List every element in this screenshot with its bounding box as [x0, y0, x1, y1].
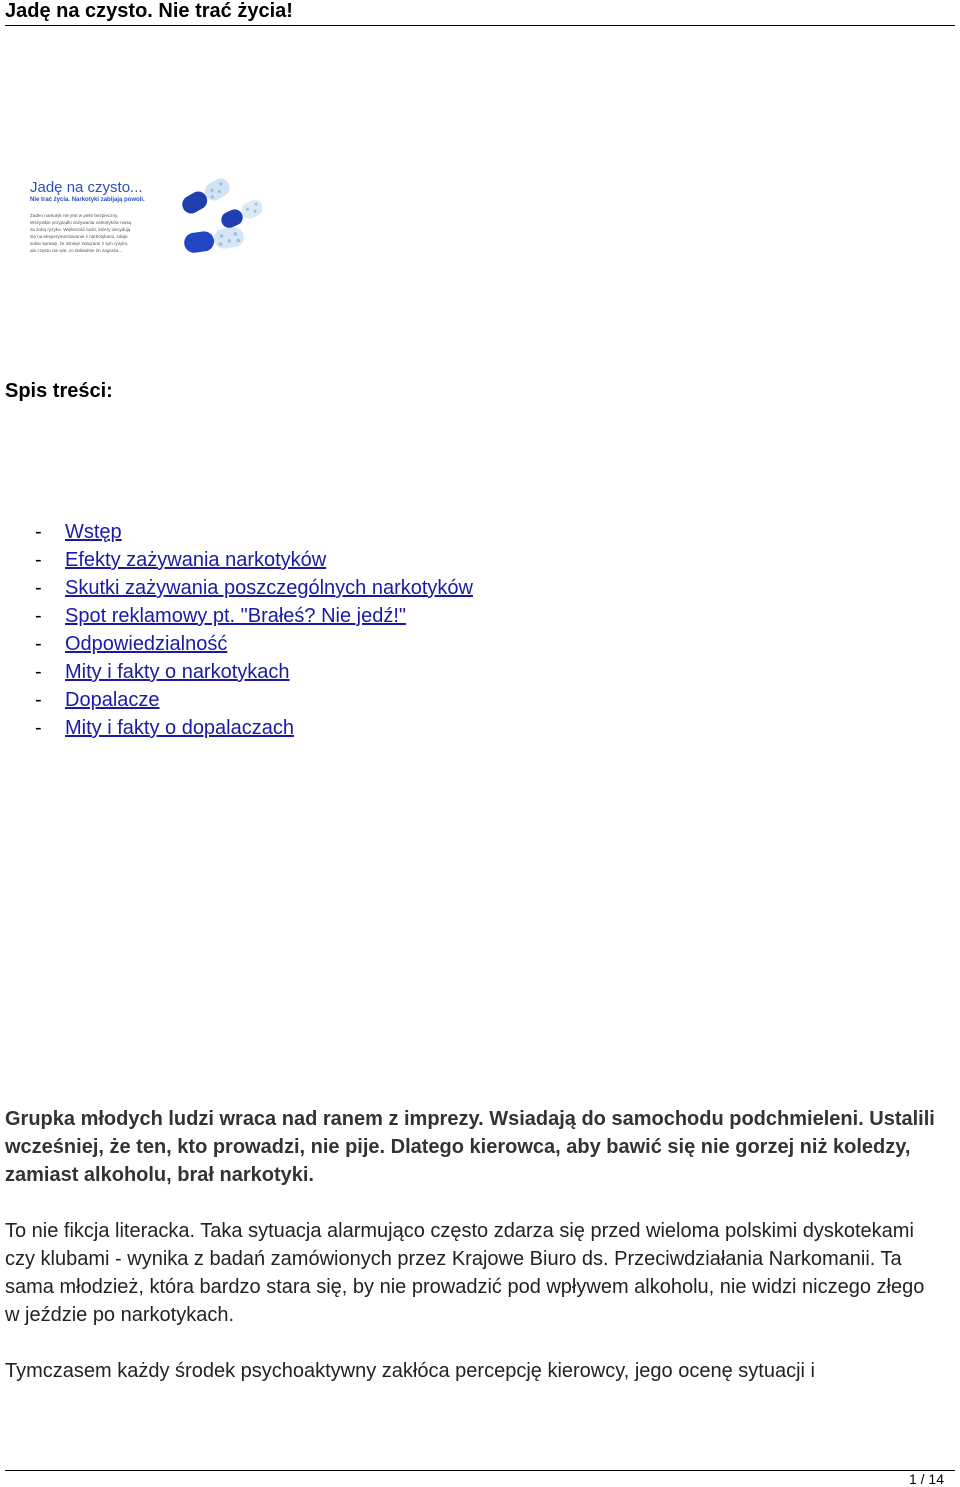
footer-divider [5, 1470, 955, 1471]
toc-item: - Efekty zażywania narkotyków [35, 549, 327, 571]
body-paragraph-continued: Tymczasem każdy środek psychoaktywny zakłóca percepcję kierowcy, jego ocenę sytuacji i [5, 1360, 815, 1382]
toc-link-dopalacze[interactable]: Dopalacze [65, 689, 160, 711]
logo-fine-print-line: się na eksperymentowanie z narkotykami, zdaje [30, 234, 128, 239]
toc-link-skutki[interactable]: Skutki zażywania poszczególnych narkotyków [65, 577, 473, 599]
logo-fine-print-line: sobie sprawę, że istnieje związane z tym ryzyko, [30, 241, 129, 246]
logo-title: Jadę na czysto... [30, 179, 143, 196]
page-number: 1 / 14 [908, 1471, 944, 1487]
capsule-icon [219, 197, 262, 230]
logo-fine-print-line: Wszystkie przypadki zażywania narkotyków niosą [30, 220, 132, 225]
table-of-contents [35, 518, 473, 742]
toc-item: - Dopalacze [35, 689, 160, 711]
toc-item: - Skutki zażywania poszczególnych narkotyków [35, 577, 473, 599]
logo-fine-print-line: ale często nie wie, co dokładnie im zagraża... [30, 248, 123, 253]
document-header-title: Jadę na czysto. Nie trać życia! [5, 0, 293, 22]
logo-fine-print-line: za sobą ryzyko. Większość ludzi, którzy decydują [30, 227, 131, 232]
capsule-icon [179, 175, 233, 217]
toc-item: - Wstęp [35, 521, 122, 543]
logo [26, 174, 262, 260]
toc-item: - Odpowiedzialność [35, 633, 228, 655]
toc-link-mity-narkotyki[interactable]: Mity i fakty o narkotykach [65, 661, 290, 683]
logo-fine-print-line: Żaden narkotyk nie jest w pełni bezpieczny. [30, 213, 119, 218]
toc-link-wstep[interactable]: Wstęp [65, 521, 122, 543]
lead-paragraph: Grupka młodych ludzi wraca nad ranem z imprezy. Wsiadają do samochodu podchmieleni. Ustalili wcześniej, że ten, kto prowadzi, nie pije. Dlatego kierowca, aby bawić się nie gorzej niż koledzy, zamiast alkoholu, brał narkotyki. [5, 1108, 935, 1186]
toc-heading: Spis treści: [5, 380, 113, 402]
toc-link-odpowiedzialnosc[interactable]: Odpowiedzialność [65, 633, 228, 655]
toc-link-efekty[interactable]: Efekty zażywania narkotyków [65, 549, 327, 571]
toc-item: - Spot reklamowy pt. "Brałeś? Nie jedź!" [35, 605, 407, 627]
toc-item: - Mity i fakty o dopalaczach [35, 717, 294, 739]
body-paragraph: To nie fikcja literacka. Taka sytuacja alarmująco często zdarza się przed wieloma polskimi dyskotekami czy klubami - wynika z badań zamówionych przez Krajowe Biuro ds. Przeciwdziałania Narkomanii. Ta sama młodzież, która bardzo stara się, by nie prowadzić pod wpływem alkoholu, nie widzi niczego złego w jeździe po narkotykach. [5, 1220, 925, 1326]
toc-item: - Mity i fakty o narkotykach [35, 661, 290, 683]
capsule-icon [183, 226, 245, 254]
logo-subtitle: Nie trać życia. Narkotyki zabijają powoli. [30, 197, 145, 203]
toc-link-spot[interactable]: Spot reklamowy pt. "Brałeś? Nie jedź!" [65, 605, 407, 627]
toc-link-mity-dopalacze[interactable]: Mity i fakty o dopalaczach [65, 717, 294, 739]
header-divider [5, 25, 955, 26]
